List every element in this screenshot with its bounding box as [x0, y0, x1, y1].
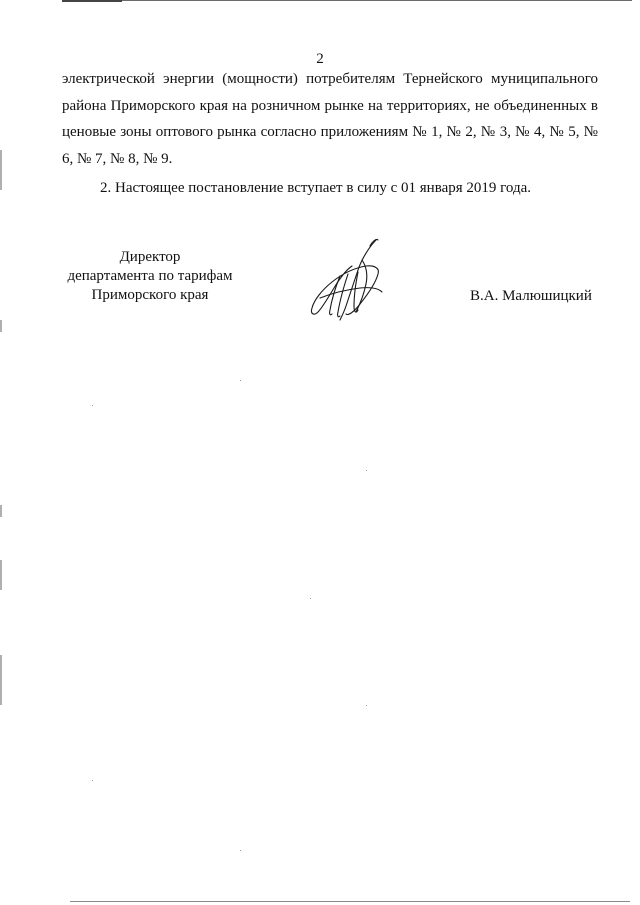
left-edge-mark [0, 505, 2, 517]
left-edge-mark [0, 655, 2, 705]
scan-speck [240, 850, 241, 851]
body-text [62, 66, 598, 202]
bottom-scan-border [70, 901, 630, 902]
signer-name: В.А. Малюшицкий [470, 288, 592, 304]
top-scan-mark [62, 0, 122, 2]
scan-speck [310, 598, 311, 599]
top-scan-border [62, 0, 632, 1]
scan-speck [240, 380, 241, 381]
signatory-position [40, 248, 260, 305]
scan-speck [92, 780, 93, 781]
page-number: 2 [316, 51, 324, 67]
left-edge-mark [0, 560, 2, 590]
paragraph-effective-date: 2. Настоящее постановление вступает в силу с 01 января 2019 года. [100, 180, 532, 196]
handwritten-signature [300, 236, 392, 326]
position-line-3: Приморского края [91, 287, 209, 303]
position-line-2: департамента по тарифам [67, 268, 233, 284]
position-line-1: Директор [119, 249, 181, 265]
left-edge-mark [0, 150, 2, 190]
scan-speck [366, 705, 367, 706]
paragraph-continuation: электрической энергии (мощности) потребителям Тернейского муниципального района Приморского края на розничном рынке на территориях, не объединенных в ценовые зоны оптового рынка согласно приложениям № 1, № 2, № 3, № 4, № 5, № 6, № 7, № 8, № 9. [62, 71, 598, 167]
scan-speck [366, 470, 367, 471]
left-edge-mark [0, 320, 2, 332]
scan-speck [92, 405, 93, 406]
